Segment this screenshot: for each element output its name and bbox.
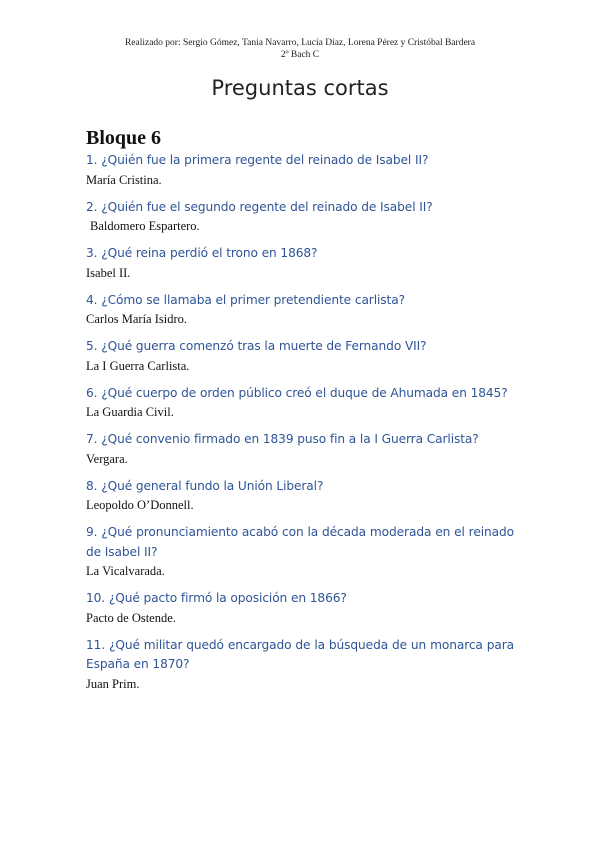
question-text: 6. ¿Qué cuerpo de orden público creó el duque de Ahumada en 1845? (86, 385, 508, 400)
qa-item-8 (86, 477, 514, 515)
page-title: Preguntas cortas (211, 76, 389, 100)
question-text: 7. ¿Qué convenio firmado en 1839 puso fin a la I Guerra Carlista? (86, 432, 479, 446)
answer-text: María Cristina. (86, 172, 162, 187)
answer-text: La Vicalvarada. (86, 564, 165, 578)
answer-text: Baldomero Espartero. (90, 219, 200, 233)
qa-item-11 (86, 636, 514, 693)
qa-item-9 (86, 523, 514, 580)
answer-text: Juan Prim. (86, 676, 140, 691)
qa-item-4 (86, 291, 514, 329)
qa-item-5 (86, 337, 514, 375)
block-title: Bloque 6 (86, 127, 162, 149)
header-authors: Realizado por: Sergio Gómez, Tania Navarro, Lucía Díaz, Lorena Pérez y Cristóbal Bardera (124, 38, 476, 48)
question-text: 3. ¿Qué reina perdió el trono en 1868? (86, 246, 318, 260)
answer-text: Isabel II. (86, 265, 131, 280)
header-course: 2º Bach C (280, 50, 320, 60)
question-text: 8. ¿Qué general fundo la Unión Liberal? (86, 478, 324, 493)
question-text: 1. ¿Quién fue la primera regente del reinado de Isabel II? (86, 153, 429, 167)
answer-text: Carlos María Isidro. (86, 312, 188, 326)
qa-item-3 (86, 244, 514, 282)
qa-item-7 (86, 430, 514, 468)
answer-text: Vergara. (86, 451, 128, 466)
answer-text: Leopoldo O’Donnell. (86, 498, 194, 512)
qa-item-2 (86, 198, 514, 236)
answer-text: La Guardia Civil. (86, 405, 174, 419)
question-text: 5. ¿Qué guerra comenzó tras la muerte de Fernando VII? (86, 339, 427, 353)
question-text: 11. ¿Qué militar quedó encargado de la búsqueda de un monarca para España en 1870? (86, 637, 514, 671)
qa-item-1 (86, 151, 514, 189)
qa-item-10 (86, 589, 514, 627)
page-header (46, 0, 554, 61)
question-list (86, 151, 514, 693)
question-text: 10. ¿Qué pacto firmó la oposición en 1866? (86, 591, 347, 605)
question-text: 2. ¿Quién fue el segundo regente del reinado de Isabel II? (86, 199, 433, 214)
answer-text: La I Guerra Carlista. (86, 358, 190, 373)
question-text: 4. ¿Cómo se llamaba el primer pretendiente carlista? (86, 292, 405, 307)
question-text: 9. ¿Qué pronunciamiento acabó con la década moderada en el reinado de Isabel II? (86, 525, 514, 559)
answer-text: Pacto de Ostende. (86, 610, 176, 625)
qa-item-6 (86, 384, 514, 422)
